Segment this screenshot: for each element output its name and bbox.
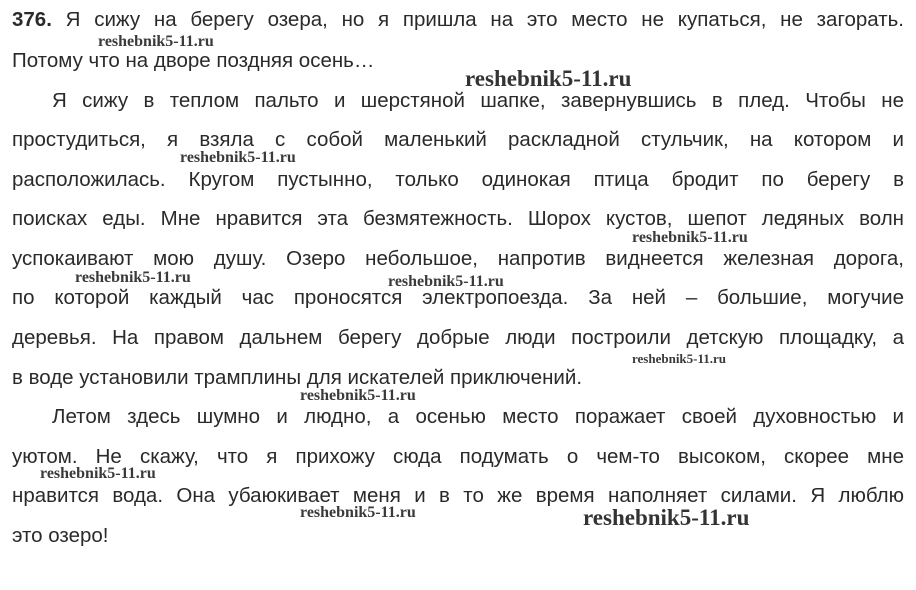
watermark: reshebnik5-11.ru [180, 149, 296, 166]
watermark: reshebnik5-11.ru [632, 351, 727, 366]
text-line: простудиться, я взяла с собой маленький раскладной стульчик, на котором и [12, 128, 904, 151]
exercise-first-line [12, 8, 904, 32]
watermark: reshebnik5-11.ru [632, 229, 748, 246]
watermark: reshebnik5-11.ru [40, 465, 156, 482]
text-line: поисках еды. Мне нравится эта безмятежность. Шорох кустов, шепот ледяных волн [12, 207, 904, 230]
exercise-number: 376. [12, 8, 52, 31]
watermark: reshebnik5-11.ru [583, 505, 750, 530]
watermark: reshebnik5-11.ru [98, 33, 214, 50]
watermark: reshebnik5-11.ru [300, 504, 416, 521]
watermark: reshebnik5-11.ru [75, 269, 191, 286]
text-line: нравится вода. Она убаюкивает меня и в то же время наполняет силами. Я люблю [12, 484, 904, 507]
text-line: уютом. Не скажу, что я прихожу сюда подумать о чем-то высоком, скорее мне [12, 445, 904, 468]
text-line: Летом здесь шумно и людно, а осенью место поражает своей духовностью и [52, 405, 904, 428]
text-line: успокаивают мою душу. Озеро небольшое, напротив виднеется железная дорога, [12, 247, 904, 270]
text-line: это озеро! [12, 524, 109, 547]
text-line: деревья. На правом дальнем берегу добрые люди построили детскую площадку, а [12, 326, 904, 349]
text-line: расположилась. Кругом пустынно, только одинокая птица бродит по берегу в [12, 168, 904, 191]
exercise-text: Я сижу на берегу озера, но я пришла на это место не купаться, не загорать. [65, 8, 904, 31]
watermark: reshebnik5-11.ru [388, 273, 504, 290]
text-line: Я сижу в теплом пальто и шерстяной шапке, завернувшись в плед. Чтобы не [52, 89, 904, 112]
text-line: в воде установили трамплины для искателей приключений. [12, 366, 583, 389]
text-line: Потому что на дворе поздняя осень… [12, 49, 375, 72]
watermark: reshebnik5-11.ru [465, 66, 632, 91]
text-line: по которой каждый час проносятся электропоезда. За ней – большие, могучие [12, 286, 904, 309]
watermark: reshebnik5-11.ru [300, 387, 416, 404]
